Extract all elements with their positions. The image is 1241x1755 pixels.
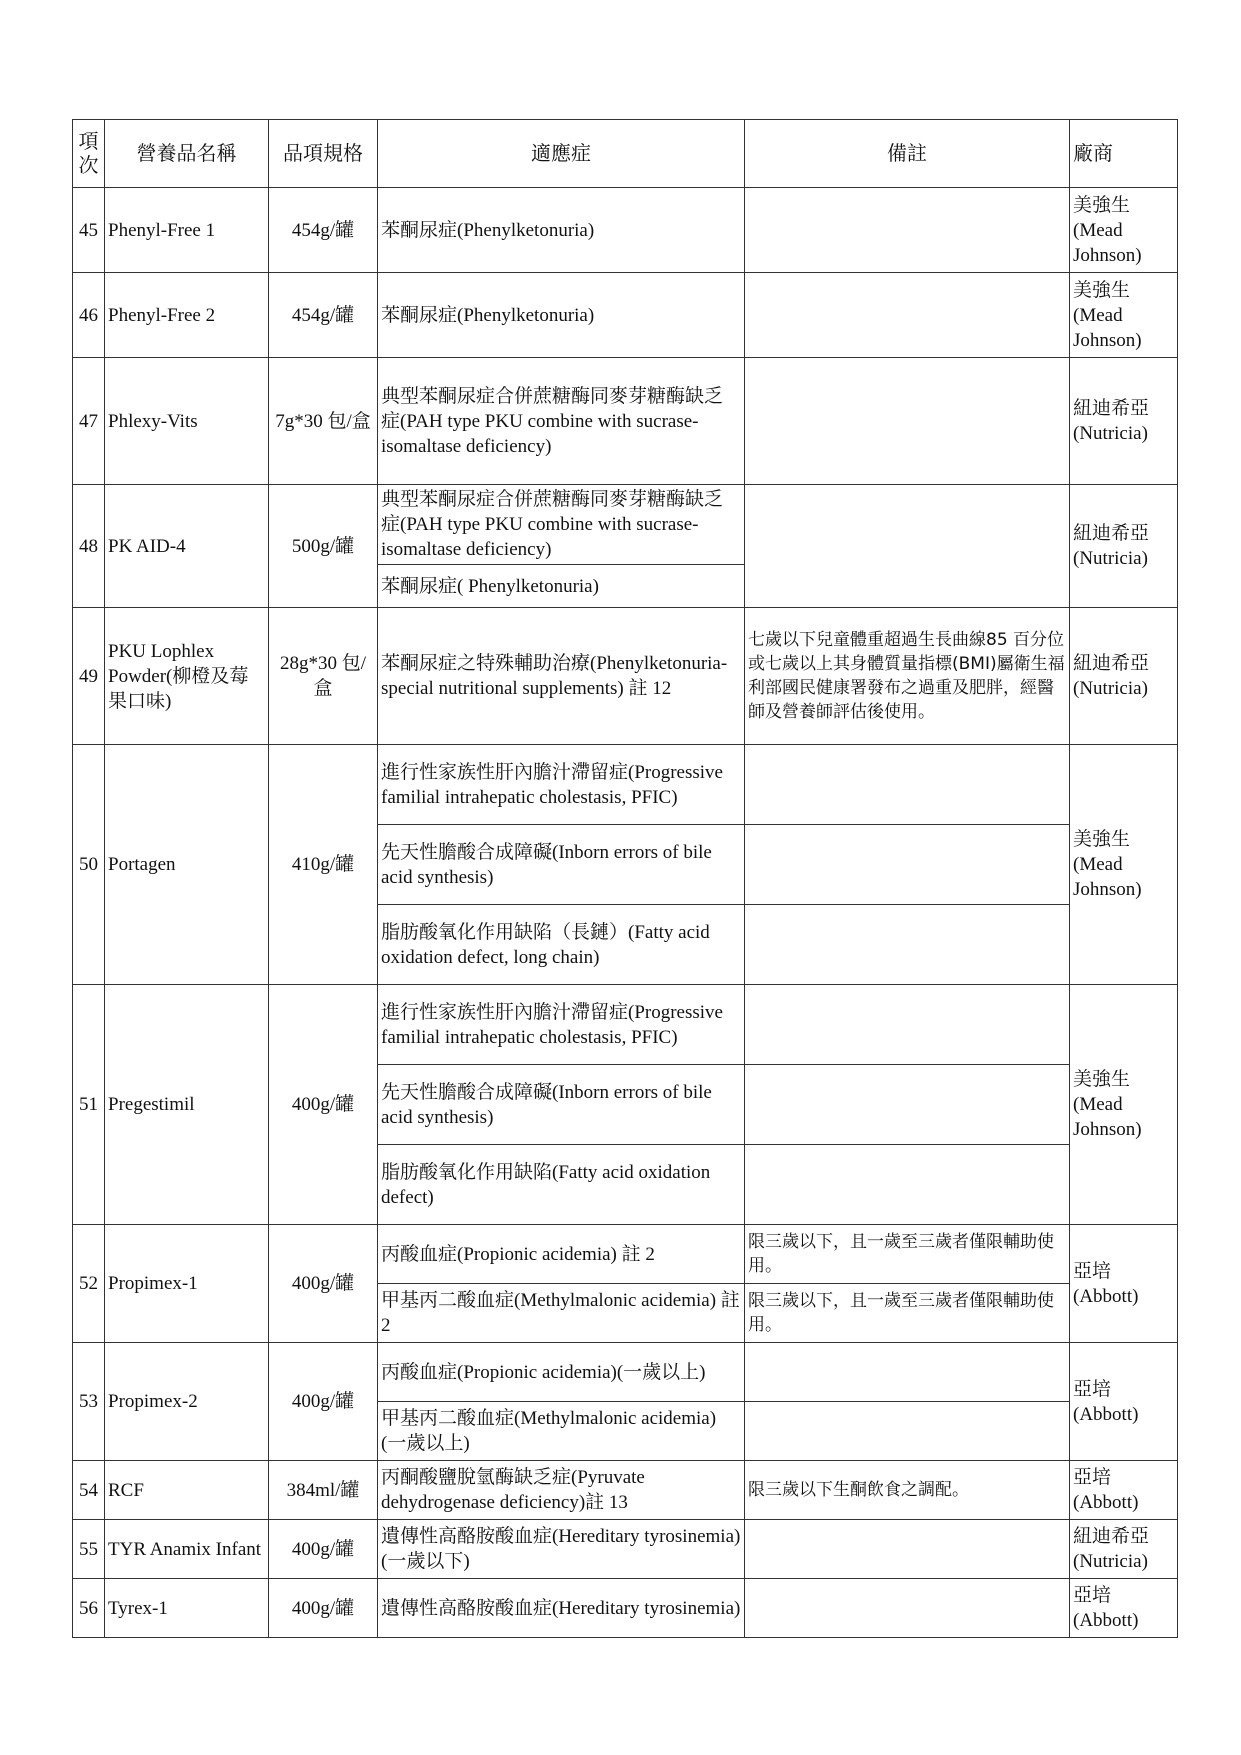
product-spec: 400g/罐 (269, 1225, 378, 1343)
indication: 典型苯酮尿症合併蔗糖酶同麥芽糖酶缺乏症(PAH type PKU combine with sucrase-isomaltase deficiency) (378, 358, 745, 485)
item-number: 45 (73, 188, 105, 273)
product-name: Phlexy-Vits (105, 358, 269, 485)
nutrition-table (72, 119, 1178, 1638)
product-spec: 384ml/罐 (269, 1461, 378, 1520)
remark (745, 825, 1070, 905)
vendor: 紐迪希亞(Nutricia) (1070, 485, 1178, 608)
product-name: Pregestimil (105, 985, 269, 1225)
table-row (73, 1461, 1178, 1520)
vendor: 美強生(Mead Johnson) (1070, 985, 1178, 1225)
indication: 遺傳性高酪胺酸血症(Hereditary tyrosinemia) (一歲以下) (378, 1520, 745, 1579)
product-name: Propimex-2 (105, 1343, 269, 1461)
indication: 甲基丙二酸血症(Methylmalonic acidemia) (一歲以上) (378, 1402, 745, 1461)
remark (745, 1520, 1070, 1579)
indication: 遺傳性高酪胺酸血症(Hereditary tyrosinemia) (378, 1579, 745, 1638)
indication: 甲基丙二酸血症(Methylmalonic acidemia) 註 2 (378, 1284, 745, 1343)
vendor: 亞培(Abbott) (1070, 1579, 1178, 1638)
item-number: 50 (73, 745, 105, 985)
header-no: 項次 (73, 120, 105, 188)
table-row (73, 985, 1178, 1065)
vendor: 美強生(Mead Johnson) (1070, 273, 1178, 358)
product-name: Portagen (105, 745, 269, 985)
item-number: 47 (73, 358, 105, 485)
vendor: 亞培(Abbott) (1070, 1461, 1178, 1520)
remark: 限三歲以下，且一歲至三歲者僅限輔助使用。 (745, 1284, 1070, 1343)
remark (745, 1065, 1070, 1145)
header-name: 營養品名稱 (105, 120, 269, 188)
table-row (73, 745, 1178, 825)
product-spec: 7g*30 包/盒 (269, 358, 378, 485)
product-name: RCF (105, 1461, 269, 1520)
vendor: 紐迪希亞(Nutricia) (1070, 1520, 1178, 1579)
indication: 苯酮尿症(Phenylketonuria) (378, 188, 745, 273)
table-row (73, 188, 1178, 273)
header-vendor: 廠商 (1070, 120, 1178, 188)
indication: 進行性家族性肝內膽汁滯留症(Progressive familial intrahepatic cholestasis, PFIC) (378, 985, 745, 1065)
table-row (73, 1343, 1178, 1402)
remark (745, 485, 1070, 608)
vendor: 美強生(Mead Johnson) (1070, 745, 1178, 985)
vendor: 紐迪希亞(Nutricia) (1070, 608, 1178, 745)
header-remark: 備註 (745, 120, 1070, 188)
header-indication: 適應症 (378, 120, 745, 188)
product-spec: 400g/罐 (269, 1343, 378, 1461)
nutrition-table-page (72, 119, 1177, 1638)
product-spec: 454g/罐 (269, 273, 378, 358)
table-row (73, 608, 1178, 745)
indication: 丙酸血症(Propionic acidemia)(一歲以上) (378, 1343, 745, 1402)
product-name: PK AID-4 (105, 485, 269, 608)
remark (745, 1343, 1070, 1402)
indication: 丙酮酸鹽脫氫酶缺乏症(Pyruvate dehydrogenase deficiency)註 13 (378, 1461, 745, 1520)
remark (745, 745, 1070, 825)
remark (745, 1145, 1070, 1225)
vendor: 亞培(Abbott) (1070, 1343, 1178, 1461)
product-spec: 410g/罐 (269, 745, 378, 985)
item-number: 55 (73, 1520, 105, 1579)
product-name: Phenyl-Free 1 (105, 188, 269, 273)
indication: 先天性膽酸合成障礙(Inborn errors of bile acid synthesis) (378, 1065, 745, 1145)
product-spec: 400g/罐 (269, 985, 378, 1225)
remark (745, 188, 1070, 273)
header-spec: 品項規格 (269, 120, 378, 188)
vendor: 美強生(Mead Johnson) (1070, 188, 1178, 273)
remark (745, 358, 1070, 485)
table-row (73, 1225, 1178, 1284)
vendor: 紐迪希亞(Nutricia) (1070, 358, 1178, 485)
table-row (73, 273, 1178, 358)
product-name: Tyrex-1 (105, 1579, 269, 1638)
remark (745, 1402, 1070, 1461)
remark: 七歲以下兒童體重超過生長曲線85 百分位或七歲以上其身體質量指標(BMI)屬衛生福利部國民健康署發布之過重及肥胖，經醫師及營養師評估後使用。 (745, 608, 1070, 745)
indication: 苯酮尿症之特殊輔助治療(Phenylketonuria-special nutritional supplements) 註 12 (378, 608, 745, 745)
indication: 脂肪酸氧化作用缺陷（長鏈）(Fatty acid oxidation defect, long chain) (378, 905, 745, 985)
table-row (73, 358, 1178, 485)
indication: 進行性家族性肝內膽汁滯留症(Progressive familial intrahepatic cholestasis, PFIC) (378, 745, 745, 825)
product-name: Phenyl-Free 2 (105, 273, 269, 358)
product-spec: 500g/罐 (269, 485, 378, 608)
product-spec: 454g/罐 (269, 188, 378, 273)
indication: 典型苯酮尿症合併蔗糖酶同麥芽糖酶缺乏症(PAH type PKU combine with sucrase-isomaltase deficiency) (378, 485, 745, 565)
remark: 限三歲以下生酮飲食之調配。 (745, 1461, 1070, 1520)
item-number: 52 (73, 1225, 105, 1343)
indication: 苯酮尿症(Phenylketonuria) (378, 273, 745, 358)
item-number: 51 (73, 985, 105, 1225)
indication: 先天性膽酸合成障礙(Inborn errors of bile acid synthesis) (378, 825, 745, 905)
table-row (73, 485, 1178, 565)
item-number: 49 (73, 608, 105, 745)
item-number: 48 (73, 485, 105, 608)
table-row (73, 1520, 1178, 1579)
remark (745, 1579, 1070, 1638)
indication: 苯酮尿症( Phenylketonuria) (378, 565, 745, 608)
remark (745, 905, 1070, 985)
remark (745, 273, 1070, 358)
product-name: Propimex-1 (105, 1225, 269, 1343)
item-number: 46 (73, 273, 105, 358)
vendor: 亞培(Abbott) (1070, 1225, 1178, 1343)
remark (745, 985, 1070, 1065)
product-spec: 28g*30 包/盒 (269, 608, 378, 745)
remark: 限三歲以下，且一歲至三歲者僅限輔助使用。 (745, 1225, 1070, 1284)
product-name: TYR Anamix Infant (105, 1520, 269, 1579)
product-spec: 400g/罐 (269, 1520, 378, 1579)
table-row (73, 1579, 1178, 1638)
item-number: 56 (73, 1579, 105, 1638)
item-number: 53 (73, 1343, 105, 1461)
product-spec: 400g/罐 (269, 1579, 378, 1638)
product-name: PKU Lophlex Powder(柳橙及莓果口味) (105, 608, 269, 745)
indication: 脂肪酸氧化作用缺陷(Fatty acid oxidation defect) (378, 1145, 745, 1225)
item-number: 54 (73, 1461, 105, 1520)
indication: 丙酸血症(Propionic acidemia) 註 2 (378, 1225, 745, 1284)
header-row (73, 120, 1178, 188)
